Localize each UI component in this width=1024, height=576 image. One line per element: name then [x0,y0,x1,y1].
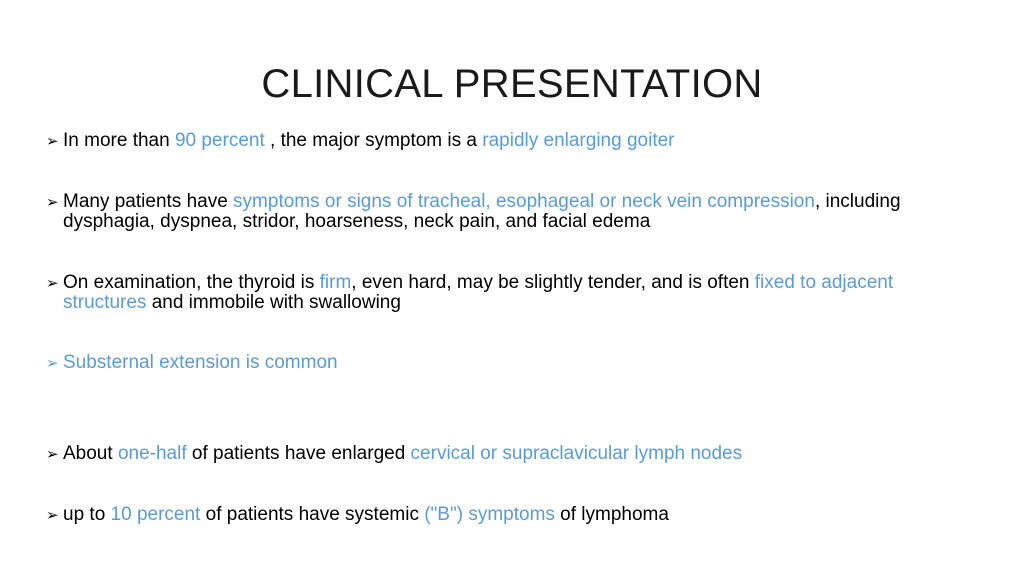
bullet-highlight: ("B") symptoms [424,504,555,525]
bullet-text [63,191,901,232]
bullet-text-run: , even hard, may be slightly tender, and is often [351,272,755,293]
arrowhead-bullet-icon: ➢ [46,446,59,463]
bullet-text-run: , the major symptom is a [264,130,483,151]
arrowhead-bullet-icon: ➢ [46,355,59,372]
bullet-item [46,505,963,525]
bullet-item [46,192,963,232]
bullet-highlight: fixed to adjacent structures [63,272,894,313]
bullet-text-run: About [63,443,118,464]
bullet-text-run: up to [63,504,111,525]
bullet-text-run: Many patients have [63,191,234,212]
bullet-text-run: , including dysphagia, dyspnea, stridor, hoarseness, neck pain, and facial edema [63,191,901,232]
bullet-item [46,353,963,373]
bullet-highlight: 10 percent [110,504,201,525]
arrowhead-bullet-icon: ➢ [46,133,59,150]
bullet-text-run: of patients have enlarged [186,443,411,464]
bullet-text [63,443,742,464]
bullet-text-run: On examination, the thyroid is [63,272,320,293]
slide-title: CLINICAL PRESENTATION [261,62,763,106]
bullet-highlight: 90 percent [174,130,265,151]
bullet-text [63,272,893,313]
bullet-text [63,352,338,373]
arrowhead-bullet-icon: ➢ [46,194,59,211]
bullet-highlight: rapidly enlarging goiter [482,130,675,151]
bullet-highlight: cervical or supraclavicular lymph nodes [410,443,743,464]
bullet-text-run: of patients have systemic [200,504,425,525]
bullet-text-run: In more than [63,130,175,151]
bullet-highlight: symptoms or signs of tracheal, esophageal or neck vein compression [233,191,815,212]
arrowhead-bullet-icon: ➢ [46,507,59,524]
bullet-item [46,273,963,313]
bullet-highlight: firm [319,272,352,293]
bullet-text-run: of lymphoma [554,504,669,525]
arrowhead-bullet-icon: ➢ [46,275,59,292]
bullet-item [46,131,963,151]
bullet-item [46,444,963,464]
bullet-text [63,504,669,525]
bullet-highlight: one-half [117,443,187,464]
bullet-text-run: and immobile with swallowing [146,292,401,313]
bullet-text [63,130,675,151]
bullet-highlight: Substernal extension is common [63,352,338,373]
